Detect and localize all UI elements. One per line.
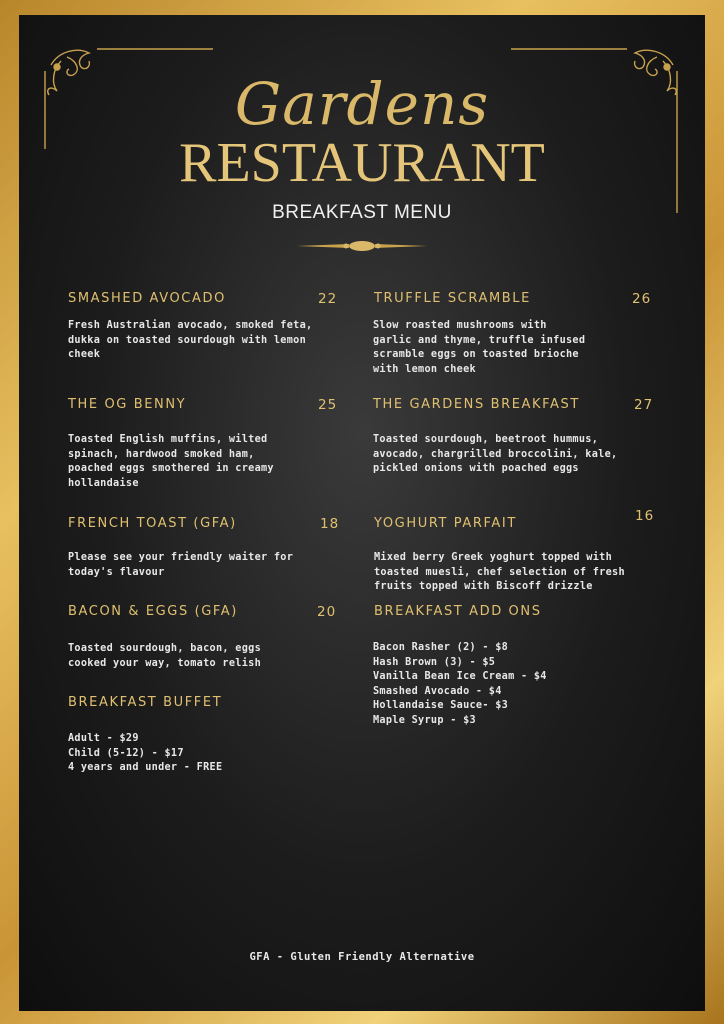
item-price: 25	[318, 397, 338, 413]
item-description	[374, 551, 625, 595]
item-name: TRUFFLE SCRAMBLE	[374, 291, 531, 306]
item-description	[68, 732, 222, 776]
description-line: Hash Brown (3) - $5	[373, 656, 496, 668]
item-description	[68, 642, 261, 671]
description-line: Adult - $29	[68, 733, 139, 744]
description-line: Vanilla Bean Ice Cream - $4	[373, 671, 547, 682]
description-line: Bacon Rasher (2) - $8	[373, 642, 509, 653]
description-line: 4 years and under - FREE	[68, 762, 223, 773]
item-description	[68, 433, 274, 491]
description-line: Child (5-12) - $17	[68, 747, 184, 759]
description-line: Toasted sourdough, bacon, eggs	[68, 643, 262, 654]
item-name: THE OG BENNY	[68, 397, 187, 412]
description-line: garlic and thyme, truffle infused	[373, 334, 586, 346]
restaurant-title: RESTAURANT	[179, 132, 545, 194]
item-description	[68, 319, 312, 363]
description-line: Please see your friendly waiter for	[68, 552, 294, 563]
item-description	[373, 319, 585, 377]
description-line: scramble eggs on toasted brioche	[373, 349, 579, 360]
description-line: Smashed Avocado - $4	[373, 685, 502, 697]
ornamental-divider-icon	[297, 239, 427, 253]
description-line: Fresh Australian avocado, smoked feta,	[68, 320, 313, 331]
description-line: Hollandaise Sauce- $3	[373, 700, 509, 711]
item-name: BREAKFAST BUFFET	[68, 695, 223, 710]
item-description	[373, 641, 547, 728]
description-line: spinach, hardwood smoked ham,	[68, 448, 255, 460]
item-description	[373, 433, 617, 477]
item-name: YOGHURT PARFAIT	[374, 516, 517, 531]
item-name: THE GARDENS BREAKFAST	[373, 397, 580, 412]
description-line: hollandaise	[68, 477, 139, 489]
item-price: 27	[634, 397, 654, 413]
description-line: poached eggs smothered in creamy	[68, 463, 274, 474]
footer-note: GFA - Gluten Friendly Alternative	[249, 951, 475, 963]
description-line: Toasted English muffins, wilted	[68, 434, 268, 445]
item-description	[68, 551, 293, 580]
item-price: 20	[317, 604, 337, 620]
item-name: FRENCH TOAST (GFA)	[68, 516, 237, 531]
description-line: today's flavour	[68, 566, 165, 578]
description-line: Toasted sourdough, beetroot hummus,	[373, 434, 599, 445]
description-line: pickled onions with poached eggs	[373, 463, 579, 474]
description-line: avocado, chargrilled broccolini, kale,	[373, 448, 618, 460]
description-line: fruits topped with Biscoff drizzle	[374, 581, 593, 592]
restaurant-script-name: Gardens	[234, 70, 490, 138]
menu-board	[19, 15, 705, 1011]
description-line: cheek	[68, 349, 101, 360]
item-name: BREAKFAST ADD ONS	[374, 604, 542, 619]
description-line: Slow roasted mushrooms with	[373, 320, 547, 331]
item-price: 18	[320, 516, 340, 532]
description-line: toasted muesli, chef selection of fresh	[374, 566, 625, 578]
item-name: BACON & EGGS (GFA)	[68, 604, 238, 619]
menu-subtitle: BREAKFAST MENU	[272, 202, 452, 223]
item-price: 22	[318, 291, 338, 307]
item-price: 26	[632, 291, 652, 307]
description-line: cooked your way, tomato relish	[68, 657, 262, 669]
description-line: Maple Syrup - $3	[373, 714, 476, 726]
description-line: Mixed berry Greek yoghurt topped with	[374, 552, 613, 563]
item-price: 16	[635, 508, 655, 524]
description-line: dukka on toasted sourdough with lemon	[68, 334, 307, 346]
item-name: SMASHED AVOCADO	[68, 291, 226, 306]
description-line: with lemon cheek	[373, 363, 476, 375]
